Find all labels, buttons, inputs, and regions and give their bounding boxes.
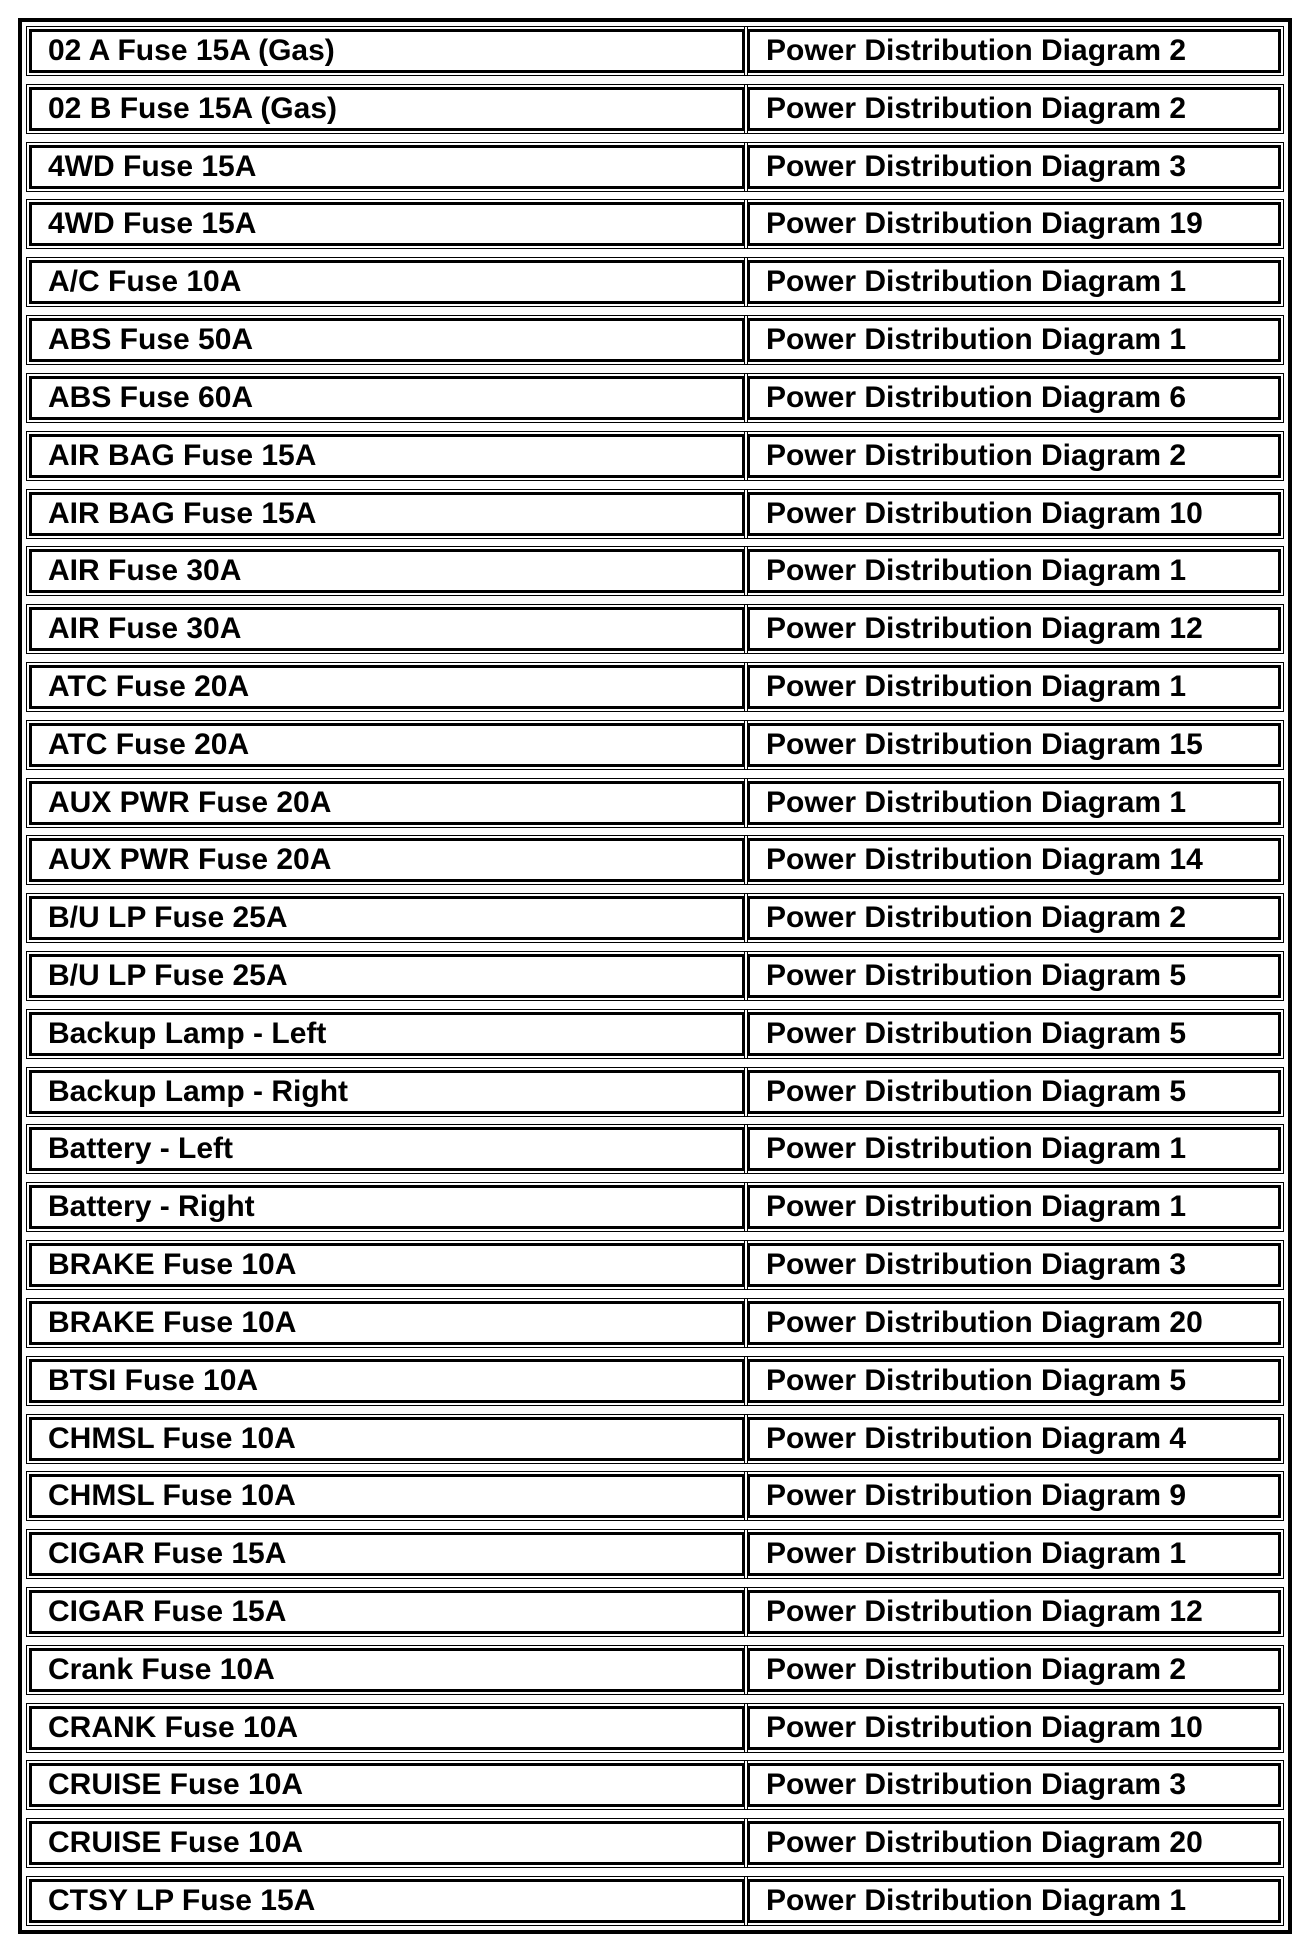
table-row	[26, 1298, 1284, 1348]
component-cell: AIR BAG Fuse 15A	[29, 434, 745, 478]
component-cell: BRAKE Fuse 10A	[29, 1301, 745, 1345]
component-cell: CRUISE Fuse 10A	[29, 1821, 745, 1865]
diagram-reference-cell: Power Distribution Diagram 2	[747, 29, 1281, 73]
table-row	[26, 1760, 1284, 1810]
component-cell: AIR BAG Fuse 15A	[29, 492, 745, 536]
table-row	[26, 489, 1284, 539]
table-row	[26, 84, 1284, 134]
table-row	[26, 431, 1284, 481]
table-row	[26, 1645, 1284, 1695]
table-row	[26, 1876, 1284, 1926]
diagram-reference-cell: Power Distribution Diagram 1	[747, 549, 1281, 593]
diagram-reference-cell: Power Distribution Diagram 5	[747, 1070, 1281, 1114]
diagram-reference-cell: Power Distribution Diagram 1	[747, 318, 1281, 362]
component-cell: B/U LP Fuse 25A	[29, 896, 745, 940]
diagram-reference-cell: Power Distribution Diagram 3	[747, 1243, 1281, 1287]
table-row	[26, 1587, 1284, 1637]
component-cell: CHMSL Fuse 10A	[29, 1474, 745, 1518]
diagram-reference-cell: Power Distribution Diagram 12	[747, 607, 1281, 651]
component-cell: AIR Fuse 30A	[29, 607, 745, 651]
diagram-reference-cell: Power Distribution Diagram 1	[747, 1532, 1281, 1576]
table-row	[26, 604, 1284, 654]
component-cell: 4WD Fuse 15A	[29, 145, 745, 189]
diagram-reference-cell: Power Distribution Diagram 3	[747, 1763, 1281, 1807]
diagram-reference-cell: Power Distribution Diagram 4	[747, 1417, 1281, 1461]
diagram-reference-cell: Power Distribution Diagram 1	[747, 260, 1281, 304]
table-row	[26, 835, 1284, 885]
component-cell: CIGAR Fuse 15A	[29, 1590, 745, 1634]
table-row	[26, 1471, 1284, 1521]
table-row	[26, 1529, 1284, 1579]
diagram-reference-cell: Power Distribution Diagram 1	[747, 1879, 1281, 1923]
component-cell: 4WD Fuse 15A	[29, 202, 745, 246]
component-cell: ABS Fuse 50A	[29, 318, 745, 362]
component-cell: CRANK Fuse 10A	[29, 1706, 745, 1750]
table-row	[26, 1124, 1284, 1174]
component-cell: Battery - Right	[29, 1185, 745, 1229]
component-cell: BTSI Fuse 10A	[29, 1359, 745, 1403]
diagram-reference-cell: Power Distribution Diagram 9	[747, 1474, 1281, 1518]
table-row	[26, 1240, 1284, 1290]
diagram-reference-cell: Power Distribution Diagram 2	[747, 434, 1281, 478]
table-row	[26, 315, 1284, 365]
diagram-reference-cell: Power Distribution Diagram 20	[747, 1301, 1281, 1345]
table-row	[26, 142, 1284, 192]
diagram-reference-cell: Power Distribution Diagram 2	[747, 896, 1281, 940]
table-row	[26, 720, 1284, 770]
component-cell: AUX PWR Fuse 20A	[29, 838, 745, 882]
diagram-reference-cell: Power Distribution Diagram 2	[747, 1648, 1281, 1692]
table-row	[26, 1818, 1284, 1868]
fuse-reference-table	[18, 18, 1292, 1934]
component-cell: Backup Lamp - Right	[29, 1070, 745, 1114]
diagram-reference-cell: Power Distribution Diagram 5	[747, 954, 1281, 998]
diagram-reference-cell: Power Distribution Diagram 10	[747, 492, 1281, 536]
component-cell: CTSY LP Fuse 15A	[29, 1879, 745, 1923]
diagram-reference-cell: Power Distribution Diagram 19	[747, 202, 1281, 246]
diagram-reference-cell: Power Distribution Diagram 1	[747, 781, 1281, 825]
diagram-reference-cell: Power Distribution Diagram 15	[747, 723, 1281, 767]
table-row	[26, 1067, 1284, 1117]
component-cell: CRUISE Fuse 10A	[29, 1763, 745, 1807]
diagram-reference-cell: Power Distribution Diagram 10	[747, 1706, 1281, 1750]
component-cell: AUX PWR Fuse 20A	[29, 781, 745, 825]
component-cell: Backup Lamp - Left	[29, 1012, 745, 1056]
diagram-reference-cell: Power Distribution Diagram 1	[747, 1185, 1281, 1229]
table-row	[26, 951, 1284, 1001]
component-cell: ATC Fuse 20A	[29, 723, 745, 767]
component-cell: Crank Fuse 10A	[29, 1648, 745, 1692]
table-row	[26, 1182, 1284, 1232]
table-row	[26, 1414, 1284, 1464]
table-row	[26, 546, 1284, 596]
diagram-reference-cell: Power Distribution Diagram 1	[747, 1127, 1281, 1171]
table-row	[26, 662, 1284, 712]
component-cell: CIGAR Fuse 15A	[29, 1532, 745, 1576]
table-row	[26, 1356, 1284, 1406]
component-cell: CHMSL Fuse 10A	[29, 1417, 745, 1461]
table-row	[26, 1009, 1284, 1059]
component-cell: ATC Fuse 20A	[29, 665, 745, 709]
component-cell: B/U LP Fuse 25A	[29, 954, 745, 998]
table-row	[26, 893, 1284, 943]
table-row	[26, 1703, 1284, 1753]
diagram-reference-cell: Power Distribution Diagram 5	[747, 1012, 1281, 1056]
table-row	[26, 257, 1284, 307]
diagram-reference-cell: Power Distribution Diagram 20	[747, 1821, 1281, 1865]
component-cell: BRAKE Fuse 10A	[29, 1243, 745, 1287]
component-cell: 02 B Fuse 15A (Gas)	[29, 87, 745, 131]
diagram-reference-cell: Power Distribution Diagram 2	[747, 87, 1281, 131]
diagram-reference-cell: Power Distribution Diagram 3	[747, 145, 1281, 189]
diagram-reference-cell: Power Distribution Diagram 14	[747, 838, 1281, 882]
diagram-reference-cell: Power Distribution Diagram 1	[747, 665, 1281, 709]
table-row	[26, 778, 1284, 828]
table-row	[26, 26, 1284, 76]
component-cell: ABS Fuse 60A	[29, 376, 745, 420]
component-cell: 02 A Fuse 15A (Gas)	[29, 29, 745, 73]
table-row	[26, 373, 1284, 423]
component-cell: A/C Fuse 10A	[29, 260, 745, 304]
diagram-reference-cell: Power Distribution Diagram 6	[747, 376, 1281, 420]
table-row	[26, 199, 1284, 249]
component-cell: AIR Fuse 30A	[29, 549, 745, 593]
diagram-reference-cell: Power Distribution Diagram 12	[747, 1590, 1281, 1634]
diagram-reference-cell: Power Distribution Diagram 5	[747, 1359, 1281, 1403]
component-cell: Battery - Left	[29, 1127, 745, 1171]
